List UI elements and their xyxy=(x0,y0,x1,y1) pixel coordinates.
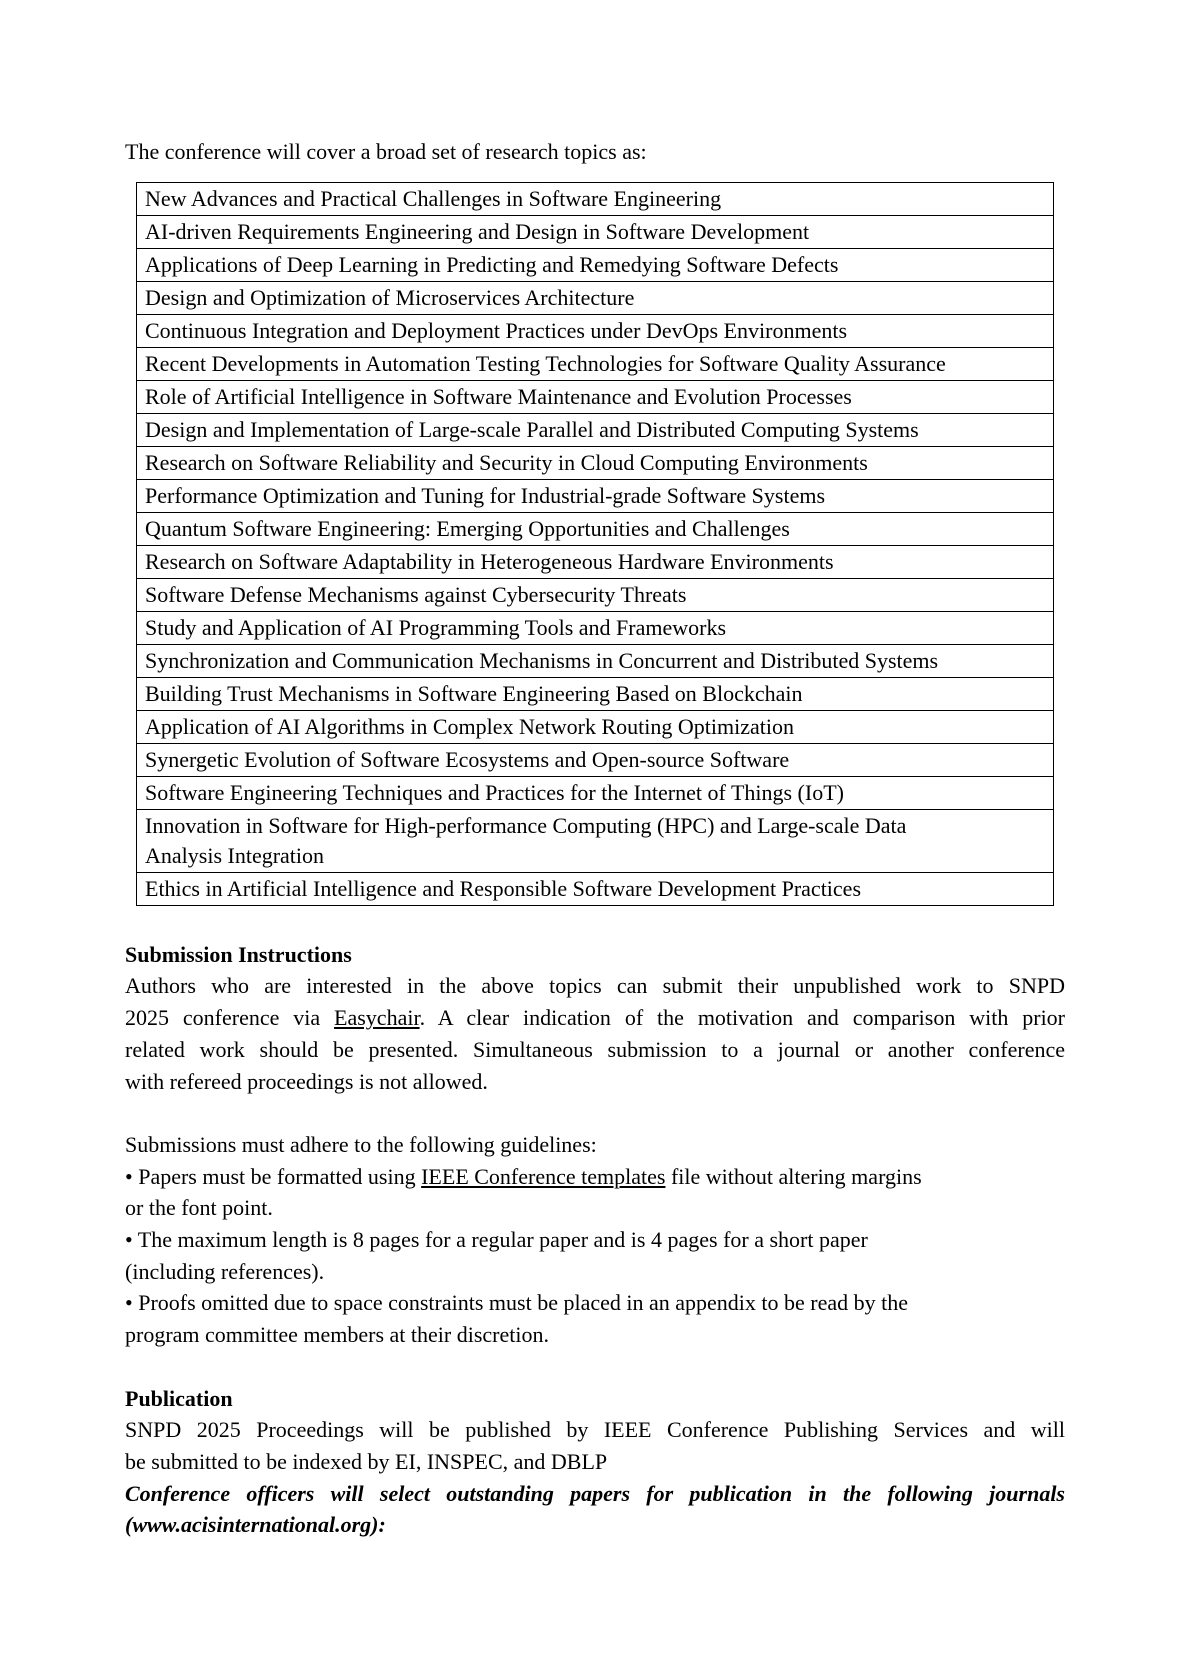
topic-cell xyxy=(137,380,1054,413)
topic-cell xyxy=(137,545,1054,578)
topic-text: AI-driven Requirements Engineering and Design in Software Development xyxy=(145,218,810,244)
topic-text: Research on Software Reliability and Security in Cloud Computing Environments xyxy=(145,449,868,475)
topic-text-line2: Analysis Integration xyxy=(145,842,325,868)
topic-text: Performance Optimization and Tuning for Industrial-grade Software Systems xyxy=(145,482,826,508)
topic-text: Applications of Deep Learning in Predicting and Remedying Software Defects xyxy=(145,251,839,277)
submission-section xyxy=(125,939,1065,1351)
publication-line: SNPD 2025 Proceedings will be published by IEEE Conference Publishing Services and will xyxy=(125,1417,1065,1443)
para-text: . A clear indication of the motivation and comparison with prior xyxy=(419,1005,1066,1031)
topic-row xyxy=(137,743,1054,776)
topic-cell xyxy=(137,281,1054,314)
topic-text: Software Defense Mechanisms against Cybersecurity Threats xyxy=(145,581,687,607)
topic-row xyxy=(137,446,1054,479)
topic-cell xyxy=(137,743,1054,776)
bullet-text: • Papers must be formatted using xyxy=(125,1163,422,1189)
topic-row xyxy=(137,611,1054,644)
publication-section xyxy=(125,1383,1065,1542)
topic-cell xyxy=(137,677,1054,710)
intro-text: The conference will cover a broad set of research topics as: xyxy=(125,139,647,164)
topic-cell xyxy=(137,710,1054,743)
submission-para-line: Authors who are interested in the above topics can submit their unpublished work to SNPD xyxy=(125,973,1065,999)
topic-text-line1: Innovation in Software for High-performance Computing (HPC) and Large-scale Data xyxy=(145,812,907,838)
topic-cell xyxy=(137,776,1054,809)
topic-text: Ethics in Artificial Intelligence and Responsible Software Development Practices xyxy=(145,875,862,901)
topic-row xyxy=(137,347,1054,380)
blank-line xyxy=(125,1097,1065,1129)
topic-cell xyxy=(137,215,1054,248)
topic-row xyxy=(137,710,1054,743)
topic-row xyxy=(137,479,1054,512)
bullet-line: program committee members at their discretion. xyxy=(125,1322,549,1348)
topic-cell xyxy=(137,347,1054,380)
publication-emphasis-line: Conference officers will select outstanding papers for publication in the following journals xyxy=(125,1480,1065,1506)
topic-row xyxy=(137,644,1054,677)
topic-row xyxy=(137,314,1054,347)
topic-text: Research on Software Adaptability in Heterogeneous Hardware Environments xyxy=(145,548,834,574)
bullet-line: or the font point. xyxy=(125,1195,273,1221)
topic-text: Design and Optimization of Microservices Architecture xyxy=(145,284,635,310)
topic-row xyxy=(137,545,1054,578)
topic-row xyxy=(137,512,1054,545)
bullet-line: • The maximum length is 8 pages for a regular paper and is 4 pages for a short paper xyxy=(125,1227,868,1253)
topic-text: Design and Implementation of Large-scale Parallel and Distributed Computing Systems xyxy=(145,416,919,442)
topic-row xyxy=(137,578,1054,611)
topic-row xyxy=(137,809,1054,872)
blank-line xyxy=(125,1351,1065,1383)
topic-cell xyxy=(137,512,1054,545)
topic-cell xyxy=(137,248,1054,281)
topic-row xyxy=(137,281,1054,314)
publication-line: be submitted to be indexed by EI, INSPEC, and DBLP xyxy=(125,1448,608,1474)
topic-row xyxy=(137,380,1054,413)
topics-table xyxy=(136,182,1054,906)
topic-cell xyxy=(137,314,1054,347)
bullet-line: • Proofs omitted due to space constraints must be placed in an appendix to be read by the xyxy=(125,1290,908,1316)
topic-text: Quantum Software Engineering: Emerging Opportunities and Challenges xyxy=(145,515,790,541)
ieee-templates-link[interactable]: IEEE Conference templates xyxy=(421,1163,666,1189)
topic-row xyxy=(137,776,1054,809)
publication-heading: Publication xyxy=(125,1385,233,1411)
topic-cell xyxy=(137,611,1054,644)
topic-text: Synergetic Evolution of Software Ecosystems and Open-source Software xyxy=(145,746,790,772)
topic-row xyxy=(137,215,1054,248)
bullet-line xyxy=(125,1161,1065,1193)
topic-cell xyxy=(137,479,1054,512)
guidelines-intro: Submissions must adhere to the following guidelines: xyxy=(125,1131,597,1157)
topic-text: Recent Developments in Automation Testing Technologies for Software Quality Assurance xyxy=(145,350,946,376)
topic-row xyxy=(137,677,1054,710)
bullet-text: file without altering margins xyxy=(665,1163,922,1189)
topic-text: New Advances and Practical Challenges in Software Engineering xyxy=(145,185,722,211)
bullet-line: (including references). xyxy=(125,1258,325,1284)
topic-text: Software Engineering Techniques and Practices for the Internet of Things (IoT) xyxy=(145,779,844,805)
para-text: 2025 conference via xyxy=(125,1005,335,1031)
topic-row xyxy=(137,872,1054,905)
topic-text: Study and Application of AI Programming Tools and Frameworks xyxy=(145,614,727,640)
topic-cell xyxy=(137,446,1054,479)
submission-para-line: related work should be presented. Simultaneous submission to a journal or another conference xyxy=(125,1036,1065,1062)
topic-cell xyxy=(137,182,1054,215)
topic-text: Building Trust Mechanisms in Software Engineering Based on Blockchain xyxy=(145,680,803,706)
easychair-link[interactable]: Easychair xyxy=(334,1005,420,1031)
topic-row xyxy=(137,413,1054,446)
submission-para-line xyxy=(125,1002,1065,1034)
topic-text: Continuous Integration and Deployment Practices under DevOps Environments xyxy=(145,317,848,343)
submission-para-line: with refereed proceedings is not allowed. xyxy=(125,1068,488,1094)
submission-heading: Submission Instructions xyxy=(125,941,352,967)
topic-cell xyxy=(137,578,1054,611)
topic-row xyxy=(137,182,1054,215)
publication-emphasis-line: (www.acisinternational.org): xyxy=(125,1512,386,1538)
topic-text: Role of Artificial Intelligence in Software Maintenance and Evolution Processes xyxy=(145,383,852,409)
topic-cell xyxy=(137,809,1054,872)
topic-row xyxy=(137,248,1054,281)
topic-text: Synchronization and Communication Mechanisms in Concurrent and Distributed Systems xyxy=(145,647,939,673)
topic-cell xyxy=(137,872,1054,905)
topic-text: Application of AI Algorithms in Complex Network Routing Optimization xyxy=(145,713,794,739)
topic-cell xyxy=(137,644,1054,677)
topic-cell xyxy=(137,413,1054,446)
